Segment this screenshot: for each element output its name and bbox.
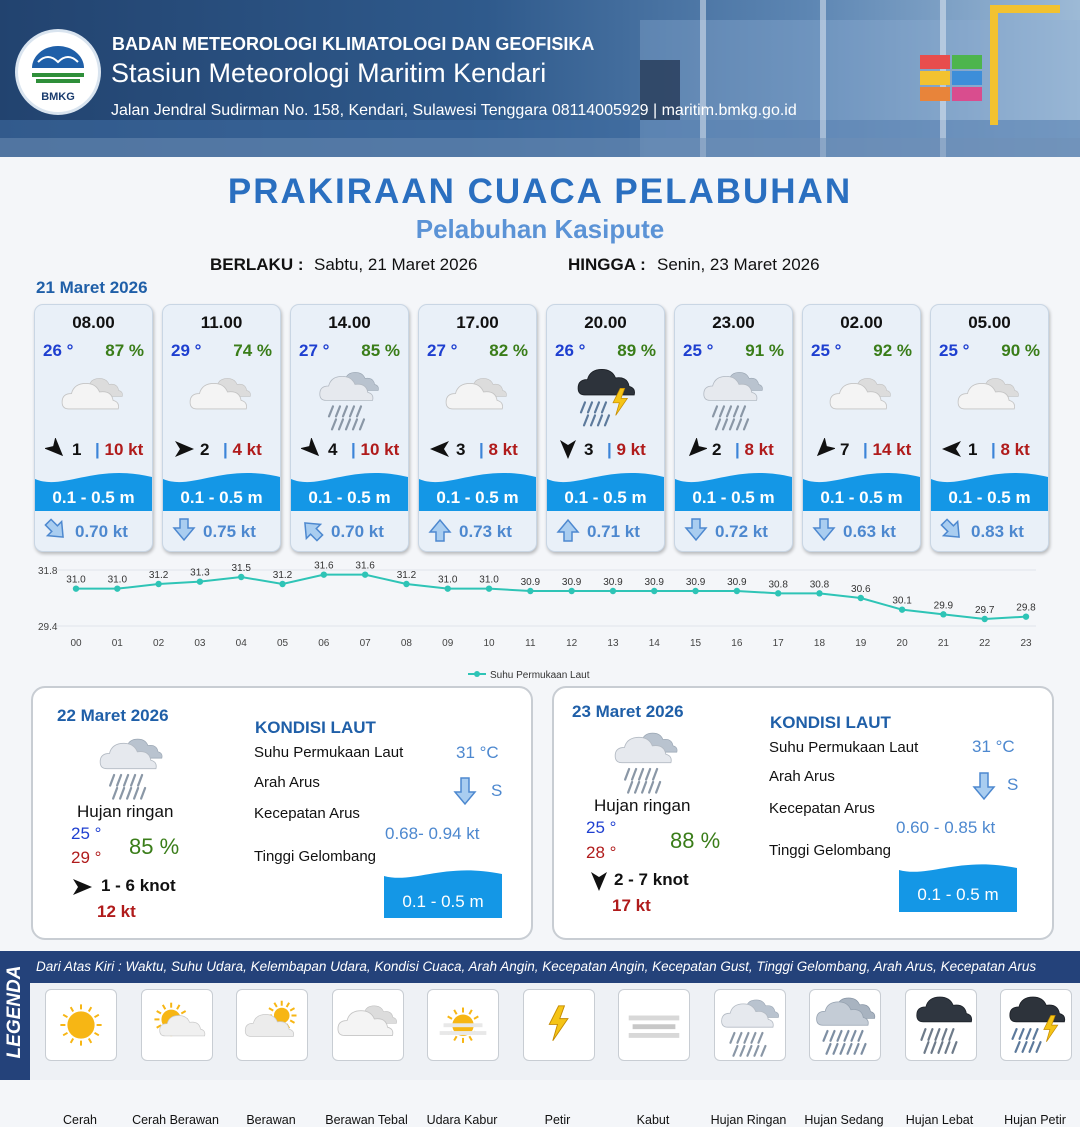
card-current-speed: 0.72 kt — [715, 522, 768, 541]
forecast-card-0200 — [802, 304, 921, 552]
card-gust-value: 9 kt — [616, 440, 646, 459]
card-gust: | 8 kt — [991, 440, 1030, 459]
page-title: PRAKIRAAN CUACA PELABUHAN — [227, 172, 853, 211]
day3-temp-min: 25 ° — [586, 818, 617, 837]
sst-point — [114, 585, 120, 591]
hujan-lebat-icon — [906, 990, 976, 1060]
sst-point — [940, 611, 946, 617]
cerah-icon — [46, 990, 116, 1060]
sst-data-label: 30.9 — [644, 577, 664, 588]
day2-current-direction-icon — [453, 776, 477, 806]
day2-sst-label: Suhu Permukaan Laut — [254, 744, 404, 761]
card-wave-height: 0.1 - 0.5 m — [180, 488, 263, 507]
card-wave-height: 0.1 - 0.5 m — [436, 488, 519, 507]
legend-item-hujan-ringan — [714, 989, 786, 1061]
x-tick-label: 01 — [111, 638, 123, 649]
card-humidity: 85 % — [361, 341, 400, 360]
card-wave-height: 0.1 - 0.5 m — [52, 488, 135, 507]
card-current-speed: 0.70 kt — [331, 522, 384, 541]
legend-item-label: Cerah Berawan — [132, 1113, 219, 1127]
x-tick-label: 21 — [937, 638, 949, 649]
day2-panel — [31, 686, 533, 940]
sst-point — [651, 588, 657, 594]
y-tick-label: 31.8 — [38, 566, 58, 577]
legend-item-label: Hujan Petir — [1004, 1113, 1066, 1127]
valid-from-value: Sabtu, 21 Maret 2026 — [314, 255, 478, 274]
card-time: 20.00 — [584, 313, 627, 332]
card-time: 11.00 — [200, 313, 243, 332]
card-current-speed: 0.63 kt — [843, 522, 896, 541]
day3-condition-icon — [608, 724, 684, 796]
card-gust-value: 8 kt — [1000, 440, 1030, 459]
x-tick-label: 20 — [896, 638, 908, 649]
legend-item-label: Hujan Ringan — [710, 1113, 787, 1127]
card-gust: | 10 kt — [351, 440, 400, 459]
sst-point — [734, 588, 740, 594]
x-tick-label: 15 — [690, 638, 702, 649]
legend-item-label: Kabut — [636, 1113, 670, 1127]
legend-item-label: Udara Kabur — [426, 1113, 498, 1127]
card-wave-height: 0.1 - 0.5 m — [692, 488, 775, 507]
x-tick-label: 00 — [70, 638, 82, 649]
day3-current-speed-value: 0.60 - 0.85 kt — [896, 818, 996, 837]
card-humidity: 92 % — [873, 341, 912, 360]
valid-to-label: HINGGA : — [568, 255, 646, 274]
legend-item-label: Cerah — [62, 1113, 98, 1127]
card-gust-value: 8 kt — [488, 440, 518, 459]
sst-point — [899, 606, 905, 612]
forecast-card-1100 — [162, 304, 281, 552]
card-gust-value: 10 kt — [104, 440, 144, 459]
card-wind-speed: 1 — [72, 440, 82, 459]
day2-kondisi-laut-title: KONDISI LAUT — [255, 718, 376, 737]
legend-item-label: Hujan Sedang — [804, 1113, 884, 1127]
sst-series-line — [76, 575, 1026, 619]
valid-from-label: BERLAKU : — [210, 255, 304, 274]
valid-to-value: Senin, 23 Maret 2026 — [657, 255, 820, 274]
sst-point — [197, 578, 203, 584]
sst-data-label: 31.6 — [355, 560, 375, 572]
card-time: 17.00 — [456, 313, 499, 332]
day3-sst-label: Suhu Permukaan Laut — [769, 739, 919, 756]
y-tick-label: 29.4 — [38, 622, 58, 633]
sst-data-label: 30.9 — [603, 577, 623, 588]
x-tick-label: 07 — [359, 638, 371, 649]
day2-current-direction-label: Arah Arus — [254, 774, 320, 791]
card-gust: | 14 kt — [863, 440, 912, 459]
sst-data-label: 30.9 — [561, 577, 582, 588]
day2-temp-min: 25 ° — [71, 824, 102, 843]
day3-panel — [552, 686, 1054, 940]
x-tick-label: 06 — [318, 638, 330, 649]
forecast-card-0500 — [930, 304, 1049, 552]
sst-data-label: 29.9 — [933, 600, 954, 612]
sst-data-label: 31.0 — [479, 574, 499, 586]
sst-data-label: 31.2 — [272, 570, 293, 581]
hujan-ringan-icon — [697, 363, 769, 433]
sst-data-label: 31.3 — [190, 567, 210, 579]
chart-legend — [468, 670, 590, 681]
card-temperature: 25 ° — [939, 341, 970, 360]
current-direction-icon — [171, 517, 197, 543]
legend-item-hujan-sedang — [809, 989, 881, 1061]
sst-point — [73, 585, 79, 591]
card-gust: | 10 kt — [95, 440, 144, 459]
sst-point — [981, 616, 987, 622]
legend-item-hujan-petir — [1000, 989, 1072, 1061]
card-gust: | 8 kt — [479, 440, 518, 459]
sst-point — [362, 571, 368, 577]
sst-point — [238, 574, 244, 580]
legend-item-label: Hujan Lebat — [905, 1113, 974, 1127]
sst-point — [403, 581, 409, 587]
day2-condition: Hujan ringan — [77, 802, 174, 821]
day2-date: 22 Maret 2026 — [57, 706, 169, 725]
legend-item-label: Berawan Tebal — [325, 1113, 408, 1127]
card-time: 14.00 — [328, 313, 371, 332]
day3-current-speed-label: Kecepatan Arus — [769, 800, 875, 817]
legend-item-label: Berawan — [246, 1113, 296, 1127]
card-temperature: 26 ° — [43, 341, 74, 360]
current-direction-icon — [683, 517, 709, 543]
day1-date: 21 Maret 2026 — [36, 278, 148, 297]
logo-text: BMKG — [41, 91, 75, 103]
day3-sst-value: 31 °C — [972, 737, 1015, 756]
berawan-tebal-icon — [441, 363, 513, 433]
x-tick-label: 17 — [772, 638, 784, 649]
card-time: 05.00 — [968, 313, 1011, 332]
day2-wind-speed: 1 - 6 knot — [101, 876, 176, 895]
organization-name: BADAN METEOROLOGI KLIMATOLOGI DAN GEOFISIKA — [112, 34, 595, 54]
legend-item-hujan-lebat — [905, 989, 977, 1061]
sst-data-label: 31.0 — [66, 574, 86, 586]
sst-point — [816, 590, 822, 596]
legend-series-name: Suhu Permukaan Laut — [490, 670, 590, 681]
card-gust: | 9 kt — [607, 440, 646, 459]
day3-gust: 17 kt — [612, 896, 651, 915]
day2-current-direction-value: S — [491, 781, 503, 800]
day3-current-direction-label: Arah Arus — [769, 768, 835, 785]
card-gust-value: 10 kt — [360, 440, 400, 459]
x-tick-label: 13 — [607, 638, 619, 649]
x-tick-label: 08 — [400, 638, 412, 649]
card-humidity: 87 % — [105, 341, 144, 360]
card-current-speed: 0.70 kt — [75, 522, 128, 541]
x-tick-label: 14 — [648, 638, 660, 649]
card-gust-value: 4 kt — [232, 440, 262, 459]
sst-data-label: 30.9 — [727, 577, 747, 588]
sst-point — [692, 588, 698, 594]
card-temperature: 27 ° — [427, 341, 458, 360]
day3-temp-max: 28 ° — [586, 843, 617, 862]
day2-wind-direction-icon — [71, 876, 93, 898]
card-humidity: 74 % — [233, 341, 272, 360]
day3-condition: Hujan ringan — [594, 796, 691, 815]
x-tick-label: 22 — [979, 638, 991, 649]
forecast-card-0800 — [34, 304, 153, 552]
x-tick-label: 23 — [1020, 638, 1032, 649]
sst-point — [486, 585, 492, 591]
x-tick-label: 12 — [566, 638, 578, 649]
sst-data-label: 31.2 — [148, 570, 169, 581]
card-time: 02.00 — [840, 313, 883, 332]
berawan-tebal-icon — [333, 990, 403, 1060]
sst-data-label: 30.6 — [851, 584, 871, 595]
card-wind-speed: 4 — [328, 440, 338, 459]
card-temperature: 26 ° — [555, 341, 586, 360]
day2-sst-value: 31 °C — [456, 743, 499, 762]
day2-temp-max: 29 ° — [71, 848, 102, 867]
card-gust: | 4 kt — [223, 440, 262, 459]
sst-data-label: 31.0 — [438, 574, 458, 586]
legend-side-bar — [0, 951, 30, 1080]
x-tick-label: 11 — [525, 638, 536, 649]
day3-wave-value: 0.1 - 0.5 m — [917, 885, 999, 904]
card-wind-speed: 3 — [456, 440, 466, 459]
day2-wave-label: Tinggi Gelombang — [254, 848, 377, 865]
sst-data-label: 31.0 — [107, 574, 128, 586]
card-humidity: 90 % — [1001, 341, 1040, 360]
sst-data-label: 30.1 — [892, 595, 912, 607]
sst-point — [155, 581, 161, 587]
legend-item-berawan-tebal — [332, 989, 404, 1061]
x-tick-label: 04 — [235, 638, 247, 649]
x-tick-label: 18 — [813, 638, 826, 649]
day2-current-speed-value: 0.68- 0.94 kt — [385, 824, 480, 843]
card-current-speed: 0.73 kt — [459, 522, 512, 541]
day2-humidity: 85 % — [129, 834, 180, 859]
x-tick-label: 05 — [276, 638, 289, 649]
x-tick-label: 02 — [153, 638, 165, 649]
legend-item-cerah-berawan — [141, 989, 213, 1061]
berawan-tebal-icon — [953, 363, 1025, 433]
day3-date: 23 Maret 2026 — [572, 702, 684, 721]
hujan-sedang-icon — [810, 990, 880, 1060]
current-direction-icon — [427, 517, 453, 543]
forecast-card-2000 — [546, 304, 665, 552]
sst-data-label: 31.6 — [314, 560, 334, 572]
card-gust-value: 14 kt — [872, 440, 912, 459]
day3-wind-speed: 2 - 7 knot — [614, 870, 689, 889]
sst-point — [775, 590, 781, 596]
day3-wind-direction-icon — [588, 870, 610, 892]
bmkg-logo — [18, 32, 98, 112]
forecast-card-2300 — [674, 304, 793, 552]
sst-data-label: 30.8 — [809, 579, 830, 591]
forecast-card-1400 — [290, 304, 409, 552]
legend-item-petir — [523, 989, 595, 1061]
card-humidity: 82 % — [489, 341, 528, 360]
station-address: Jalan Jendral Sudirman No. 158, Kendari, Sulawesi Tenggara 08114005929 | maritim.bmkg.go.id — [111, 102, 797, 119]
x-tick-label: 16 — [731, 638, 743, 649]
day3-kondisi-laut-title: KONDISI LAUT — [770, 713, 891, 732]
x-tick-label: 10 — [483, 638, 495, 649]
station-name: Stasiun Meteorologi Maritim Kendari — [111, 58, 547, 88]
forecast-card-1700 — [418, 304, 537, 552]
card-temperature: 25 ° — [683, 341, 714, 360]
x-tick-label: 19 — [855, 638, 867, 649]
card-wave-height: 0.1 - 0.5 m — [820, 488, 903, 507]
card-current-speed: 0.71 kt — [587, 522, 640, 541]
sst-point — [321, 571, 327, 577]
hujan-ringan-icon — [715, 990, 785, 1060]
udara-kabur-icon — [428, 990, 498, 1060]
x-tick-label: 09 — [442, 638, 454, 649]
sst-data-label: 31.2 — [396, 570, 417, 581]
berawan-tebal-icon — [825, 363, 897, 433]
cerah-berawan-icon — [142, 990, 212, 1060]
x-tick-label: 03 — [194, 638, 206, 649]
card-wind-speed: 2 — [200, 440, 210, 459]
day3-current-direction-value: S — [1007, 775, 1019, 794]
sst-point — [568, 588, 574, 594]
sst-data-label: 29.7 — [974, 605, 995, 616]
port-name: Pelabuhan Kasipute — [415, 214, 665, 244]
current-direction-icon — [43, 517, 69, 543]
sst-point — [610, 588, 616, 594]
sst-point — [527, 588, 533, 594]
sst-data-label: 30.8 — [768, 579, 788, 591]
legend-item-label: Petir — [544, 1113, 571, 1127]
card-humidity: 91 % — [745, 341, 784, 360]
day2-current-speed-label: Kecepatan Arus — [254, 805, 360, 822]
card-wave-height: 0.1 - 0.5 m — [948, 488, 1031, 507]
legend-item-cerah — [45, 989, 117, 1061]
sst-data-label: 29.8 — [1016, 602, 1036, 614]
legend-description: Dari Atas Kiri : Waktu, Suhu Udara, Kelembapan Udara, Kondisi Cuaca, Arah Angin, Kecepatan Angin, Kecepatan Gust, Tinggi Gelombang, Arah Arus, Kecepatan Arus — [36, 959, 1037, 974]
legend-item-kabut — [618, 989, 690, 1061]
card-gust: | 8 kt — [735, 440, 774, 459]
card-wave-height: 0.1 - 0.5 m — [308, 488, 391, 507]
card-temperature: 27 ° — [299, 341, 330, 360]
legend-item-berawan — [236, 989, 308, 1061]
sst-point — [279, 581, 285, 587]
card-temperature: 25 ° — [811, 341, 842, 360]
sst-data-label: 30.9 — [520, 577, 541, 588]
day2-gust: 12 kt — [97, 902, 136, 921]
sst-point — [858, 595, 864, 601]
day3-current-direction-icon — [972, 771, 996, 801]
card-time: 08.00 — [72, 313, 115, 332]
sst-point — [445, 585, 451, 591]
day3-wave-label: Tinggi Gelombang — [769, 842, 892, 859]
card-wind-speed: 7 — [840, 440, 850, 459]
current-direction-icon — [811, 517, 837, 543]
day2-wave-value: 0.1 - 0.5 m — [402, 892, 484, 911]
card-temperature: 29 ° — [171, 341, 202, 360]
card-gust-value: 8 kt — [744, 440, 774, 459]
card-current-speed: 0.75 kt — [203, 522, 256, 541]
day3-humidity: 88 % — [670, 828, 721, 853]
berawan-icon — [237, 990, 307, 1060]
day2-condition-icon — [93, 730, 169, 802]
current-direction-icon — [555, 517, 581, 543]
card-current-speed: 0.83 kt — [971, 522, 1024, 541]
kabut-icon — [619, 990, 689, 1060]
sst-data-label: 30.9 — [685, 577, 706, 588]
card-humidity: 89 % — [617, 341, 656, 360]
berawan-tebal-icon — [185, 363, 257, 433]
hujan-ringan-icon — [313, 363, 385, 433]
sea-surface-temperature-chart — [30, 560, 1060, 690]
hujan-petir-icon — [1001, 990, 1071, 1060]
sst-data-label: 31.5 — [231, 563, 251, 574]
card-wave-height: 0.1 - 0.5 m — [564, 488, 647, 507]
sst-point — [1023, 613, 1029, 619]
hujan-petir-icon — [569, 363, 641, 433]
current-direction-icon — [299, 517, 325, 543]
card-wind-speed: 2 — [712, 440, 722, 459]
legend-title: LEGENDA — [4, 965, 25, 1059]
legend-item-udara-kabur — [427, 989, 499, 1061]
berawan-tebal-icon — [57, 363, 129, 433]
card-time: 23.00 — [712, 313, 755, 332]
current-direction-icon — [939, 517, 965, 543]
petir-icon — [524, 990, 594, 1060]
card-wind-speed: 3 — [584, 440, 594, 459]
card-wind-speed: 1 — [968, 440, 978, 459]
